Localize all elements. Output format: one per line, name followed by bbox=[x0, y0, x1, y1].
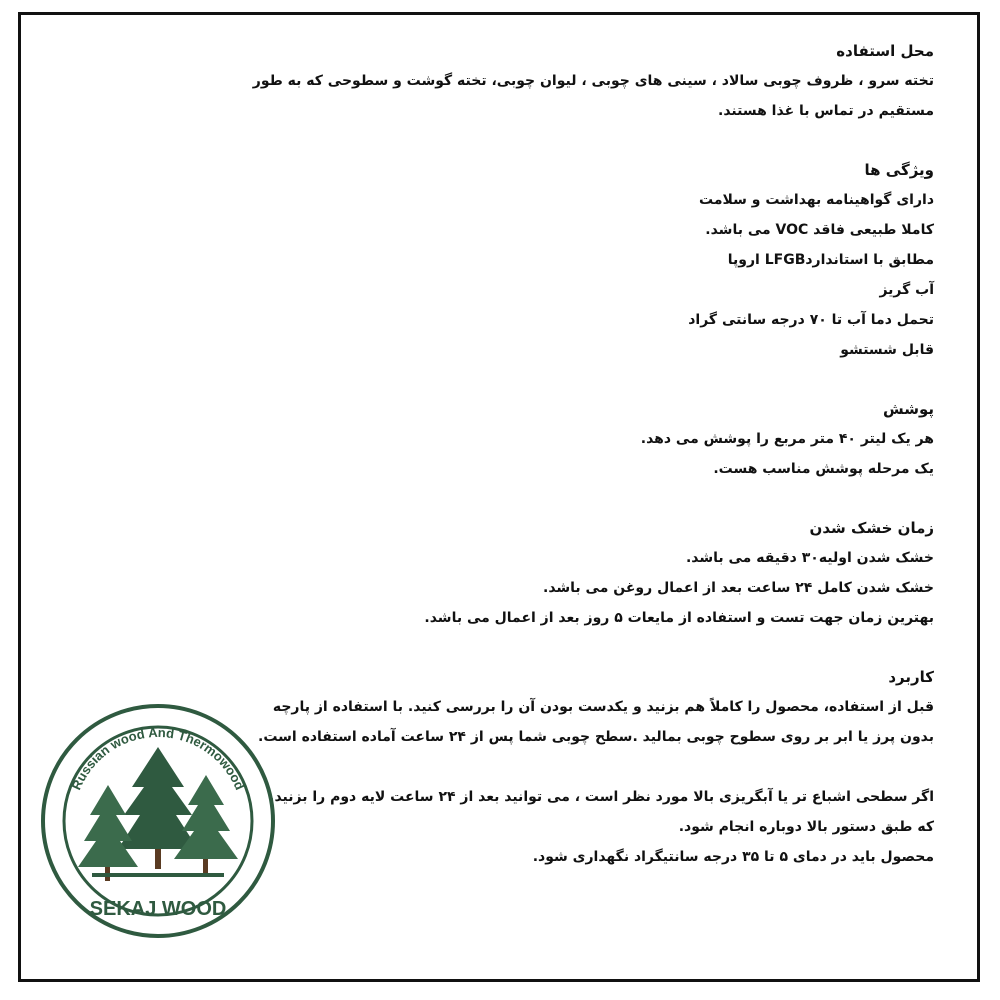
section-title-drying-time: زمان خشک شدن bbox=[809, 519, 934, 537]
section-title-application: کاربرد bbox=[888, 668, 934, 686]
application-line: که طبق دستور بالا دوباره انجام شود. bbox=[678, 819, 934, 835]
feature-line: تحمل دما آب تا ۷۰ درجه سانتی گراد bbox=[688, 312, 934, 328]
section-title-coverage: پوشش bbox=[883, 400, 934, 418]
feature-line: قابل شستشو bbox=[840, 342, 934, 358]
application-line: بدون پرز یا ابر بر روی سطوح چوبی بمالید .سطح چوبی شما پس از ۲۴ ساعت آماده استفاده است. bbox=[258, 729, 934, 745]
sekaj-wood-logo bbox=[40, 703, 276, 939]
application-line: اگر سطحی اشباع تر یا آبگریزی بالا مورد نظر است ، می توانید بعد از ۲۴ ساعت لایه دوم را بزنید. bbox=[269, 789, 934, 805]
usage-line: مستقیم در تماس با غذا هستند. bbox=[718, 103, 934, 119]
document-body bbox=[244, 36, 934, 872]
drying-line: بهترین زمان جهت تست و استفاده از مایعات ۵ روز بعد از اعمال می باشد. bbox=[424, 610, 934, 626]
feature-line: مطابق با استانداردLFGB اروپا bbox=[727, 252, 934, 268]
logo-bottom-text: SEKAJ WOOD bbox=[89, 898, 227, 920]
feature-line: کاملا طبیعی فاقد VOC می باشد. bbox=[705, 222, 934, 238]
coverage-line: هر یک لیتر ۴۰ متر مربع را پوشش می دهد. bbox=[640, 431, 934, 447]
drying-line: خشک شدن اولیه۳۰ دقیقه می باشد. bbox=[685, 550, 934, 566]
application-line: محصول باید در دمای ۵ تا ۳۵ درجه سانتیگراد نگهداری شود. bbox=[532, 849, 934, 865]
drying-line: خشک شدن کامل ۲۴ ساعت بعد از اعمال روغن می باشد. bbox=[543, 580, 934, 596]
feature-line: دارای گواهینامه بهداشت و سلامت bbox=[699, 192, 934, 208]
section-title-usage: محل استفاده bbox=[836, 42, 934, 60]
logo-top-text: Russian wood And Thermowood bbox=[68, 724, 248, 793]
application-line: قبل از استفاده، محصول را کاملاً هم بزنید و یکدست بودن آن را بررسی کنید. با استفاده از پارچه bbox=[272, 699, 934, 715]
usage-line: تخته سرو ، ظروف چوبی سالاد ، سینی های چوبی ، لیوان چوبی، تخته گوشت و سطوحی که به طور bbox=[252, 73, 934, 89]
section-title-features: ویژگی ها bbox=[864, 161, 934, 179]
feature-line: آب گریز bbox=[879, 282, 934, 298]
logo-ground bbox=[92, 873, 224, 877]
coverage-line: یک مرحله پوشش مناسب هست. bbox=[713, 461, 934, 477]
tree-icon-right bbox=[174, 775, 238, 877]
